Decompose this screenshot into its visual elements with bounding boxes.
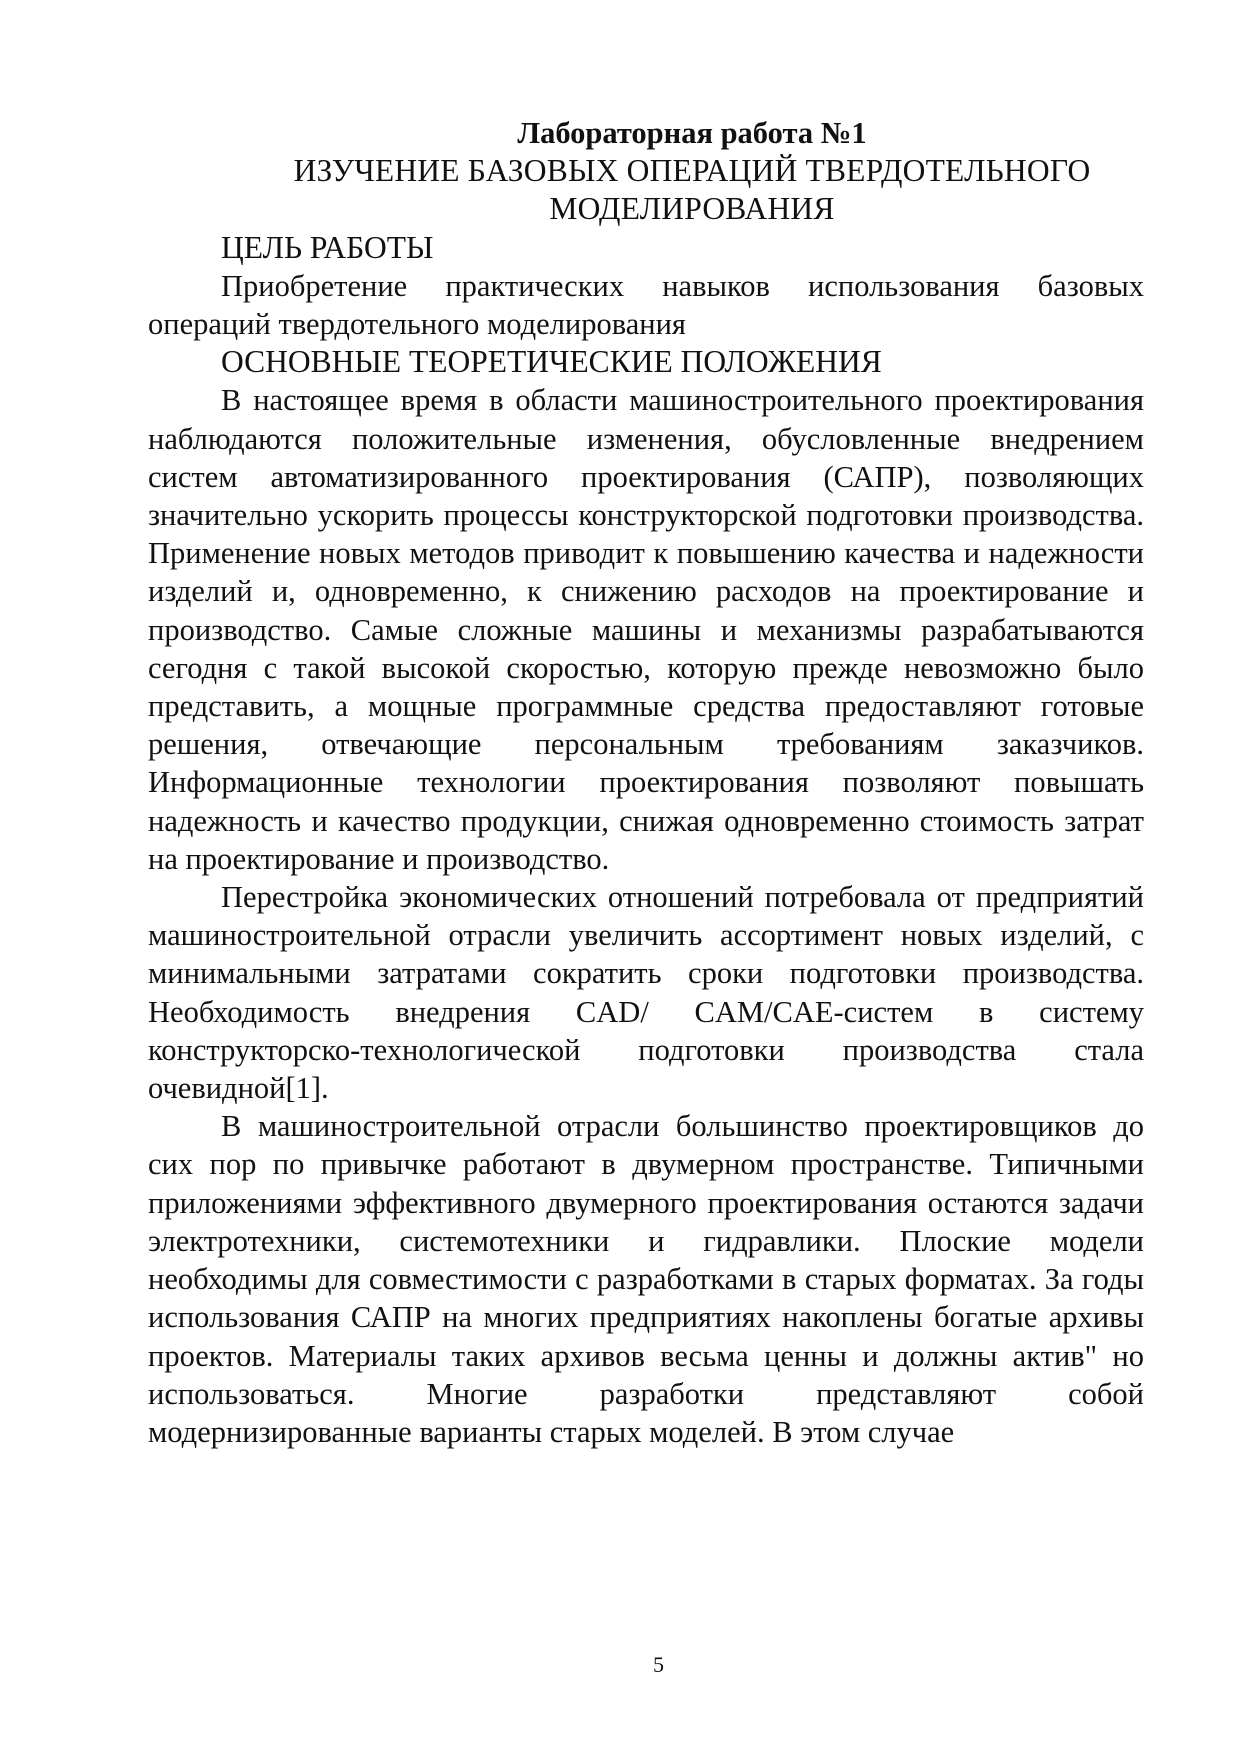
page-content	[148, 114, 1144, 1451]
paragraph: В машиностроительной отрасли большинство проектировщиков до сих пор по привычке работают в двумерном пространстве. Типичными приложениями эффективного двумерного проектирования остаются задачи электротехники, системотехники и гидравлики. Плоские модели необходимы для совместимости с разработками в старых форматах. За годы использования САПР на многих предприятиях накоплены богатые архивы проектов. Материалы таких архивов весьма ценны и должны актив" но использоваться. Многие разработки представляют собой модернизированные варианты старых моделей. В этом случае	[148, 1109, 1144, 1449]
paragraph: В настоящее время в области машиностроительного проектирования наблюдаются положительные изменения, обусловленные внедрением систем автоматизированного проектирования (САПР), позволяющих значительно ускорить процессы конструкторской подготовки производства. Применение новых методов приводит к повышению качества и надежности изделий и, одновременно, к снижению расходов на проектирование и производство. Самые сложные машины и механизмы разрабатываются сегодня с такой высокой скоростью, которую прежде невозможно было представить, а мощные программные средства предоставляют готовые решения, отвечающие персональным требованиям заказчиков. Информационные технологии проектирования позволяют повышать надежность и качество продукции, снижая одновременно стоимость затрат на проектирование и производство.	[148, 383, 1144, 876]
lab-title: Лабораторная работа №1	[517, 116, 867, 150]
goal-text: Приобретение практических навыков использования базовых операций твердотельного моделирования	[148, 268, 1144, 342]
paragraph: Перестройка экономических отношений потребовала от предприятий машиностроительной отрасли увеличить ассортимент новых изделий, с минимальными затратами сократить сроки подготовки производства. Необходимость внедрения CAD/ CAM/CAE-систем в систему конструкторско-технологической подготовки производства стала очевидной[1].	[148, 880, 1144, 1106]
goal-heading: ЦЕЛЬ РАБОТЫ	[221, 229, 434, 265]
main-title-line-2: МОДЕЛИРОВАНИЯ	[549, 191, 835, 227]
page-number: 5	[653, 1652, 664, 1677]
theory-heading: ОСНОВНЫЕ ТЕОРЕТИЧЕСКИЕ ПОЛОЖЕНИЯ	[221, 344, 882, 380]
main-title-line-1: ИЗУЧЕНИЕ БАЗОВЫХ ОПЕРАЦИЙ ТВЕРДОТЕЛЬНОГО	[293, 153, 1091, 189]
